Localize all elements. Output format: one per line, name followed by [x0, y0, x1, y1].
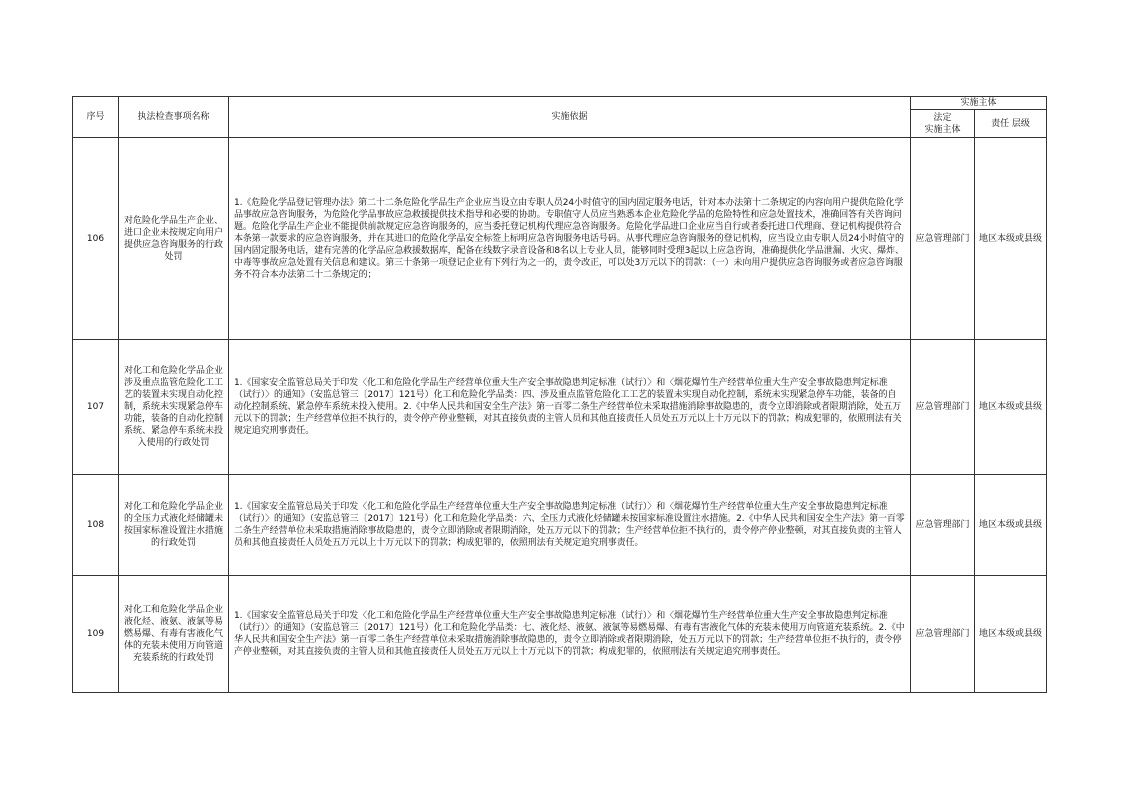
row-number: 109	[73, 576, 119, 693]
row-department: 应急管理部门	[911, 475, 975, 576]
row-department: 应急管理部门	[911, 340, 975, 475]
row-level: 地区本级或县级	[975, 138, 1047, 340]
table-row	[73, 138, 1047, 340]
header-legal-subject: 法定 实施主体	[911, 110, 975, 138]
header-legal-basis: 实施依据	[229, 97, 911, 138]
table-row	[73, 475, 1047, 576]
header-row	[73, 97, 1047, 110]
row-item-name: 对化工和危险化学品企业的全压力式液化烃储罐未按国家标准设置注水措施的行政处罚	[119, 475, 229, 576]
table-row	[73, 576, 1047, 693]
row-level: 地区本级或县级	[975, 340, 1047, 475]
row-level: 地区本级或县级	[975, 475, 1047, 576]
row-department: 应急管理部门	[911, 138, 975, 340]
header-item-name: 执法检查事项名称	[119, 97, 229, 138]
header-responsibility-level: 责任 层级	[975, 110, 1047, 138]
row-item-name: 对危险化学品生产企业、进口企业未按规定向用户提供应急咨询服务的行政处罚	[119, 138, 229, 340]
row-department: 应急管理部门	[911, 576, 975, 693]
header-serial-number: 序号	[73, 97, 119, 138]
row-item-name: 对化工和危险化学品企业液化烃、液氨、液氯等易燃易爆、有毒有害液化气体的充装未使用万向管道充装系统的行政处罚	[119, 576, 229, 693]
row-legal-basis: 1.《国家安全监管总局关于印发〈化工和危险化学品生产经营单位重大生产安全事故隐患判定标准（试行）〉和〈烟花爆竹生产经营单位重大生产安全事故隐患判定标准（试行）〉的通知》（安监总管三〔2017〕121号）化工和危险化学品类：四、涉及重点监管危险化工工艺的装置未实现自动化控制，系统未实现紧急停车功能，装备的自动化控制系统、紧急停车系统未投入使用。2.《中华人民共和国安全生产法》第一百零二条生产经营单位未采取措施消除事故隐患的，责令立即消除或者限期消除，处五万元以下的罚款；生产经营单位拒不执行的，责令停产停业整顿，对其直接负责的主管人员和其他直接责任人员处五万元以上十万元以下的罚款；构成犯罪的，依照刑法有关规定追究刑事责任。	[229, 340, 911, 475]
row-number: 107	[73, 340, 119, 475]
enforcement-table	[72, 96, 1047, 693]
table-row	[73, 340, 1047, 475]
row-item-name: 对化工和危险化学品企业涉及重点监管危险化工工艺的装置未实现自动化控制，系统未实现紧急停车功能，装备的自动化控制系统、紧急停车系统未投入使用的行政处罚	[119, 340, 229, 475]
row-legal-basis: 1.《危险化学品登记管理办法》第二十二条危险化学品生产企业应当设立由专职人员24小时值守的国内固定服务电话，针对本办法第十二条规定的内容向用户提供危险化学品事故应急咨询服务，为危险化学品事故应急救援提供技术指导和必要的协助。专职值守人员应当熟悉本企业危险化学品的危险特性和应急处置技术，准确回答有关咨询问题。危险化学品生产企业不能提供前款规定应急咨询服务的，应当委托登记机构代理应急咨询服务。危险化学品进口企业应当自行或者委托进口代理商、登记机构提供符合本条第一款要求的应急咨询服务，并在其进口的危险化学品安全标签上标明应急咨询服务电话号码。从事代理应急咨询服务的登记机构，应当设立由专职人员24小时值守的国内固定服务电话，建有完善的化学品应急救援数据库，配备在线数字录音设备和8名以上专业人员，能够同时受理3起以上应急咨询，准确提供化学品泄漏、火灾、爆炸、中毒等事故应急处置有关信息和建议。第三十条第一项登记企业有下列行为之一的，责令改正，可以处3万元以下的罚款：（一）未向用户提供应急咨询服务或者应急咨询服务不符合本办法第二十二条规定的；	[229, 138, 911, 340]
row-legal-basis: 1.《国家安全监管总局关于印发〈化工和危险化学品生产经营单位重大生产安全事故隐患判定标准（试行）〉和〈烟花爆竹生产经营单位重大生产安全事故隐患判定标准（试行）〉的通知》（安监总管三〔2017〕121号）化工和危险化学品类：七、液化烃、液氨、液氯等易燃易爆、有毒有害液化气体的充装未使用万向管道充装系统。2.《中华人民共和国安全生产法》第一百零二条生产经营单位未采取措施消除事故隐患的，责令立即消除或者限期消除，处五万元以下的罚款；生产经营单位拒不执行的，责令停产停业整顿，对其直接负责的主管人员和其他直接责任人员处五万元以上十万元以下的罚款；构成犯罪的，依照刑法有关规定追究刑事责任。	[229, 576, 911, 693]
row-number: 108	[73, 475, 119, 576]
row-legal-basis: 1.《国家安全监管总局关于印发〈化工和危险化学品生产经营单位重大生产安全事故隐患判定标准（试行）〉和〈烟花爆竹生产经营单位重大生产安全事故隐患判定标准（试行）〉的通知》（安监总管三〔2017〕121号）化工和危险化学品类：六、全压力式液化烃储罐未按国家标准设置注水措施。2.《中华人民共和国安全生产法》第一百零二条生产经营单位未采取措施消除事故隐患的，责令立即消除或者限期消除，处五万元以下的罚款；生产经营单位拒不执行的，责令停产停业整顿，对其直接负责的主管人员和其他直接责任人员处五万元以上十万元以下的罚款；构成犯罪的，依照刑法有关规定追究刑事责任。	[229, 475, 911, 576]
header-implementing-subject: 实施主体	[911, 97, 1047, 110]
row-number: 106	[73, 138, 119, 340]
row-level: 地区本级或县级	[975, 576, 1047, 693]
